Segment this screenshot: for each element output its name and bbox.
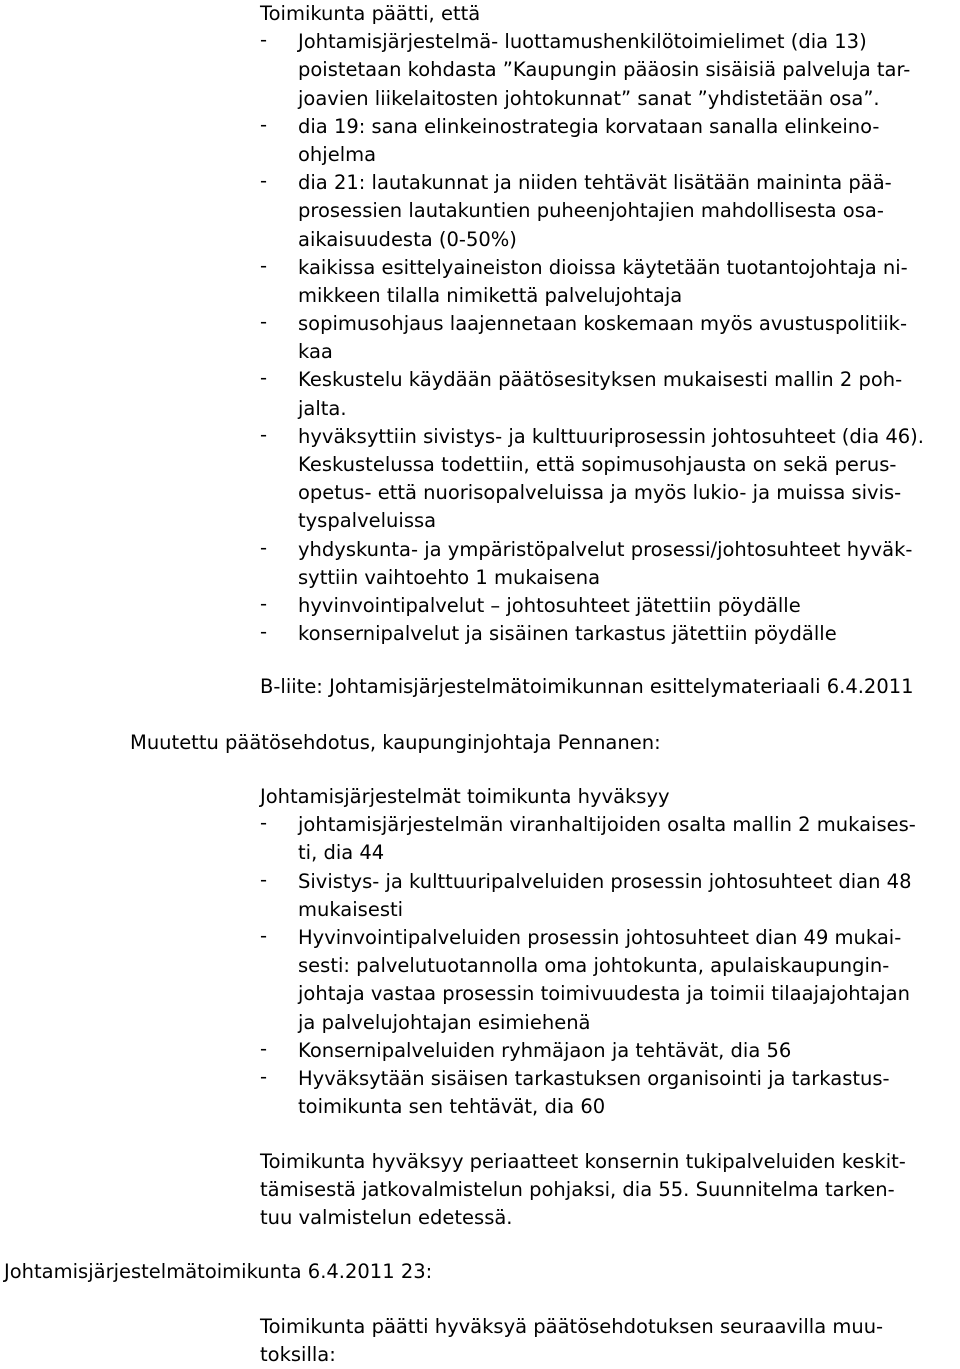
list-item-text: johtamisjärjestelmän viranhaltijoiden osalta mallin 2 mukaises-: [298, 813, 916, 837]
list-item-text: ti, dia 44: [298, 841, 385, 865]
dash-bullet: -: [260, 366, 268, 390]
list-item-text: toimikunta sen tehtävät, dia 60: [298, 1095, 606, 1119]
proposal-section: [260, 783, 958, 1121]
dash-bullet: -: [260, 620, 268, 644]
paragraph-line: toksilla:: [260, 1343, 336, 1367]
dash-bullet: -: [260, 1036, 268, 1060]
list-item-text: sopimusohjaus laajennetaan koskemaan myös avustuspolitiik-: [298, 312, 908, 336]
list-item-text: Sivistys- ja kulttuuripalveluiden prosessin johtosuhteet dian 48: [298, 869, 912, 893]
list-item: [260, 366, 958, 422]
list-item-text: tyspalveluissa: [298, 509, 437, 533]
list-item-text: johtaja vastaa prosessin toimivuudesta ja toimii tilaajajohtajan: [298, 982, 910, 1006]
paragraph-line: tuu valmistelun edetessä.: [260, 1206, 513, 1230]
list-item: [260, 592, 958, 620]
list-item-text: kaikissa esittelyaineiston dioissa käytetään tuotantojohtaja ni-: [298, 255, 908, 279]
list-item-text: dia 21: lautakunnat ja niiden tehtävät lisätään maininta pää-: [298, 171, 892, 195]
dash-bullet: -: [260, 253, 268, 277]
dash-bullet: -: [260, 112, 268, 136]
list-item-text: kaa: [298, 340, 333, 364]
list-item-text: syttiin vaihtoehto 1 mukaisena: [298, 565, 601, 589]
list-item: [260, 1065, 958, 1121]
decision-section: [260, 0, 958, 648]
list-item: [260, 28, 958, 113]
list-item-text: ohjelma: [298, 142, 377, 166]
list-item-text: dia 19: sana elinkeinostrategia korvataan sanalla elinkeino-: [298, 114, 880, 138]
list-item-text: Johtamisjärjestelmä- luottamushenkilötoimielimet (dia 13): [298, 30, 867, 54]
meeting-decision-paragraph: [260, 1313, 958, 1369]
paragraph-line: Toimikunta hyväksyy periaatteet konsernin tukipalveluiden keskit-: [260, 1150, 906, 1173]
section-heading: Muutettu päätösehdotus, kaupunginjohtaja Pennanen:: [130, 731, 661, 754]
section-intro: Toimikunta päätti, että: [260, 2, 481, 25]
list-item-text: mikkeen tilalla nimikettä palvelujohtaja: [298, 283, 683, 307]
list-item: [260, 811, 958, 867]
list-item: [260, 423, 958, 536]
list-item: [260, 536, 958, 592]
list-item-text: sesti: palvelutuotannolla oma johtokunta, apulaiskaupungin-: [298, 954, 890, 978]
list-item-text: Konsernipalveluiden ryhmäjaon ja tehtävät, dia 56: [298, 1038, 792, 1062]
paragraph-line: Toimikunta päätti hyväksyä päätösehdotuksen seuraavilla muu-: [260, 1315, 884, 1338]
dash-bullet: -: [260, 169, 268, 193]
list-item-text: poistetaan kohdasta ”Kaupungin pääosin sisäisiä palveluja tar-: [298, 58, 911, 82]
list-item-text: hyväksyttiin sivistys- ja kulttuuriprosessin johtosuhteet (dia 46).: [298, 424, 924, 448]
list-item: [260, 254, 958, 310]
dash-bullet: -: [260, 28, 268, 52]
list-item-text: ja palvelujohtajan esimiehenä: [298, 1010, 591, 1034]
list-item-text: aikaisuudesta (0-50%): [298, 227, 517, 251]
list-item-text: joavien liikelaitosten johtokunnat” sanat ”yhdistetään osa”.: [298, 86, 880, 110]
proposal-list: [260, 811, 958, 1121]
list-item-text: Hyväksytään sisäisen tarkastuksen organisointi ja tarkastus-: [298, 1066, 890, 1090]
list-item-text: jalta.: [298, 396, 347, 420]
list-item: [260, 868, 958, 924]
list-item: [260, 113, 958, 169]
dash-bullet: -: [260, 811, 268, 835]
list-item-text: prosessien lautakuntien puheenjohtajien mahdollisesta osa-: [298, 199, 884, 223]
list-item-text: mukaisesti: [298, 897, 404, 921]
list-item: [260, 310, 958, 366]
decision-list: [260, 28, 958, 648]
support-services-paragraph: [260, 1148, 958, 1233]
dash-bullet: -: [260, 310, 268, 334]
list-item: [260, 620, 958, 648]
meeting-heading: Johtamisjärjestelmätoimikunta 6.4.2011 23:: [4, 1260, 433, 1283]
dash-bullet: -: [260, 1064, 268, 1088]
list-item-text: opetus- että nuorisopalveluissa ja myös lukio- ja muissa sivis-: [298, 481, 902, 505]
dash-bullet: -: [260, 422, 268, 446]
dash-bullet: -: [260, 535, 268, 559]
list-item: [260, 1037, 958, 1065]
list-item-text: hyvinvointipalvelut – johtosuhteet jätettiin pöydälle: [298, 593, 801, 617]
list-item-text: Keskustelussa todettiin, että sopimusohjausta on sekä perus-: [298, 453, 897, 476]
list-item-text: yhdyskunta- ja ympäristöpalvelut prosessi/johtosuhteet hyväk-: [298, 537, 913, 561]
list-item-text: Keskustelu käydään päätösesityksen mukaisesti mallin 2 poh-: [298, 368, 903, 392]
list-item-text: Hyvinvointipalveluiden prosessin johtosuhteet dian 49 mukai-: [298, 925, 902, 949]
section-intro: Johtamisjärjestelmät toimikunta hyväksyy: [260, 785, 670, 808]
list-item: [260, 924, 958, 1037]
dash-bullet: -: [260, 923, 268, 947]
dash-bullet: -: [260, 867, 268, 891]
list-item: [260, 169, 958, 254]
list-item-text: konsernipalvelut ja sisäinen tarkastus jätettiin pöydälle: [298, 622, 837, 646]
dash-bullet: -: [260, 591, 268, 615]
attachment-note: B-liite: Johtamisjärjestelmätoimikunnan esittelymateriaali 6.4.2011: [260, 675, 914, 698]
paragraph-line: tämisestä jatkovalmistelun pohjaksi, dia 55. Suunnitelma tarken-: [260, 1178, 895, 1202]
